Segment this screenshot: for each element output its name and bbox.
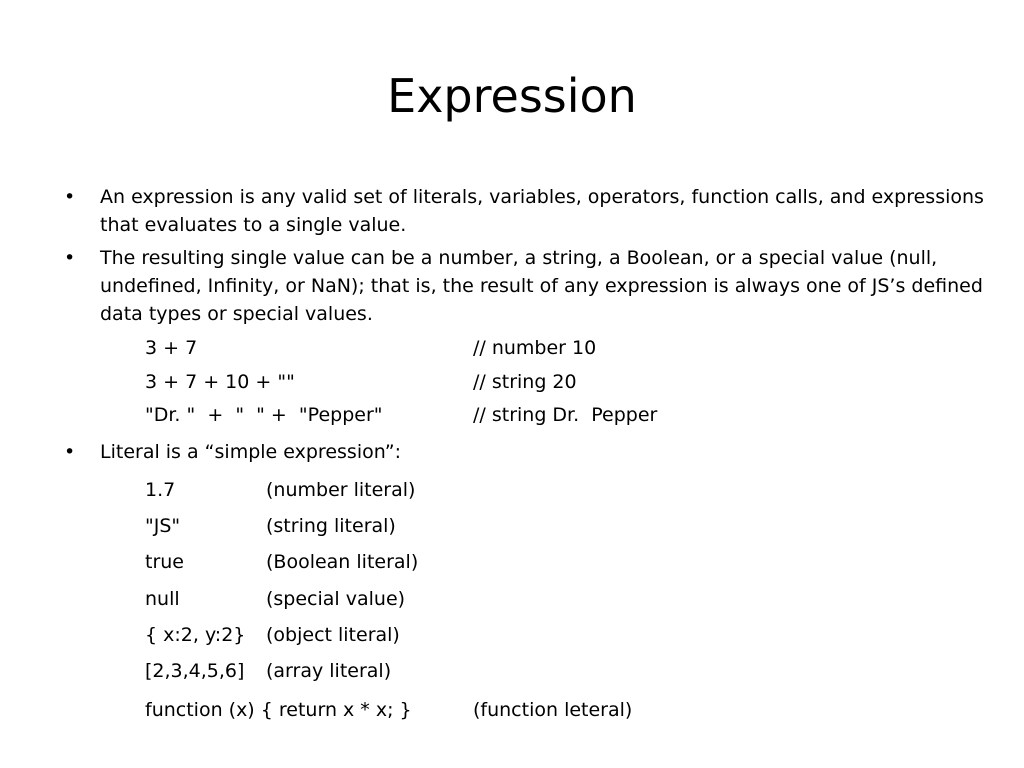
bullet-item	[64, 183, 984, 243]
literal-description: (object literal)	[266, 624, 400, 646]
code-comment: // number 10	[473, 337, 597, 359]
code-example-row	[145, 368, 1005, 398]
bullet-text: An expression is any valid set of literals, variables, operators, function calls, and expressions that evaluates to a single value.	[100, 186, 984, 236]
bullet-text: Literal is a “simple expression”:	[100, 441, 401, 463]
function-description: (function leteral)	[473, 699, 633, 721]
code-expression: 3 + 7	[145, 337, 198, 359]
code-example-row	[145, 334, 1005, 364]
literal-value: null	[145, 588, 180, 610]
literal-example-row	[145, 657, 1005, 687]
function-value: function (x) { return x * x; }	[145, 699, 412, 721]
slide-title: Expression	[387, 69, 637, 123]
literal-description: (number literal)	[266, 479, 416, 501]
code-comment: // string 20	[473, 371, 577, 393]
literal-example-row	[145, 585, 1005, 615]
literal-value: 1.7	[145, 479, 176, 501]
literal-description: (array literal)	[266, 660, 392, 682]
code-comment: // string Dr. Pepper	[473, 404, 658, 426]
bullet-dot: •	[64, 186, 76, 208]
literal-value: [2,3,4,5,6]	[145, 660, 245, 682]
function-example-row	[145, 696, 1005, 726]
code-expression: 3 + 7 + 10 + ""	[145, 371, 295, 393]
literal-value: true	[145, 551, 184, 573]
literal-example-row	[145, 476, 1005, 506]
literal-example-row	[145, 548, 1005, 578]
bullet-item	[64, 438, 984, 468]
bullet-text: The resulting single value can be a number, a string, a Boolean, or a special value (null, undefined, Infinity, or NaN); that is, the result of any expression is always one of JS’s defined data types or special values.	[100, 247, 983, 325]
literal-description: (special value)	[266, 588, 406, 610]
bullet-dot: •	[64, 247, 76, 269]
literal-example-row	[145, 621, 1005, 651]
bullet-dot: •	[64, 441, 76, 463]
code-example-row	[145, 401, 1005, 431]
literal-description: (string literal)	[266, 515, 396, 537]
literal-description: (Boolean literal)	[266, 551, 419, 573]
literal-value: "JS"	[145, 515, 181, 537]
literal-value: { x:2, y:2}	[145, 624, 246, 646]
literal-example-row	[145, 512, 1005, 542]
code-expression: "Dr. " + " " + "Pepper"	[145, 404, 383, 426]
bullet-item	[64, 244, 984, 330]
